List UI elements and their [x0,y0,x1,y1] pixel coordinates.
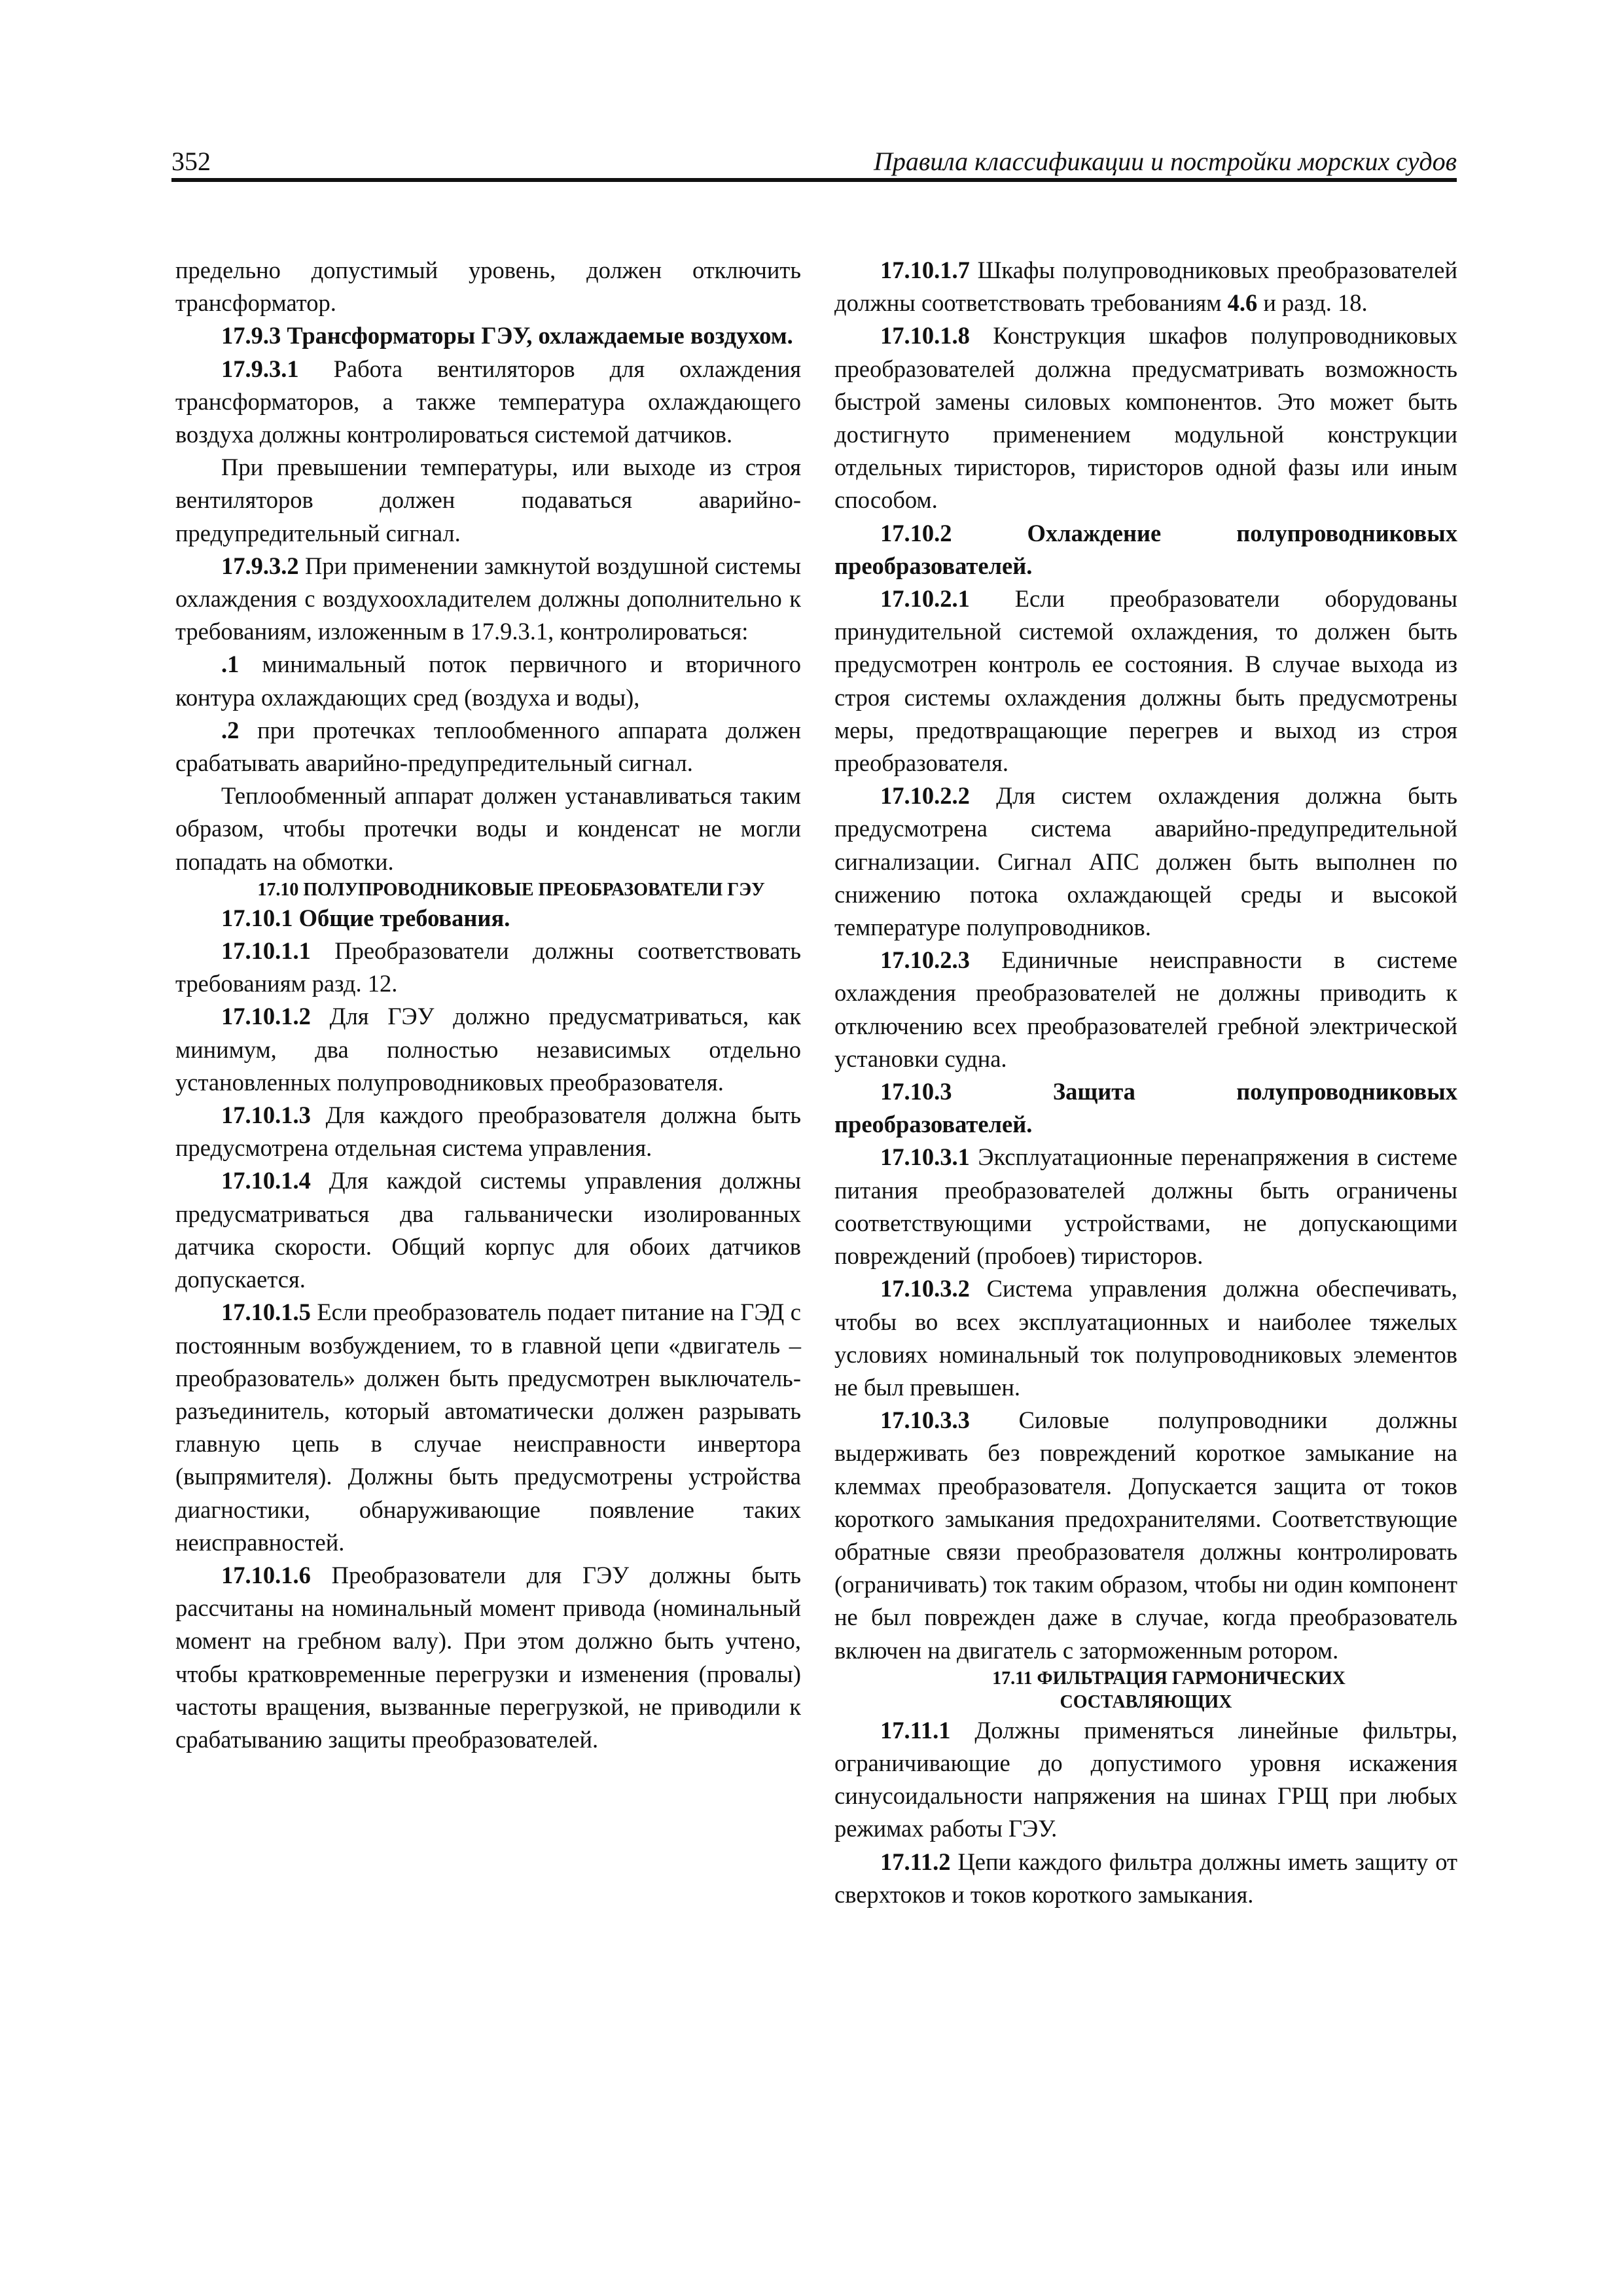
clause-text: Преобразователи для ГЭУ должны быть рассчитаны на номинальный момент привода (номинальный момент на гребном валу). При этом должно быть учтено, чтобы кратковременные перегрузки и изменения (провалы) частоты вращения, вызванные перегрузкой, не приводили к срабатыванию защиты преобразователей. [175,1561,802,1753]
clause-number: 17.10.2.2 [880,782,970,810]
clause-17-10-1-6 [175,1559,801,1756]
clause-text: Работа вентиляторов для охлаждения трансформаторов, а также температура охлаждающего воздуха должны контролироваться системой датчиков. [175,355,801,448]
clause-text: Если преобразователи оборудованы принудительной системой охлаждения, то должен быть предусмотрен контроль ее состояния. В случае выхода из строя системы охлаждения должны быть предусмотрены меры, предотвращающие перегрев и выход из строя преобразователя. [834,585,1458,777]
header-rule [171,178,1457,182]
section-heading-17-10-1 [175,902,801,935]
clause-text: Система управления должна обеспечивать, чтобы во всех эксплуатационных и наиболее тяжелых условиях номинальный ток полупроводниковых элементов не был превышен. [834,1275,1457,1401]
list-item-number: .2 [221,716,240,744]
clause-number: 17.10.1.5 [221,1299,311,1326]
clause-number: 17.10.1.7 [880,257,970,283]
left-column [175,254,801,1756]
chapter-heading-line: СОСТАВЛЯЮЩИХ [1060,1691,1232,1712]
chapter-heading-17-11 [834,1667,1457,1714]
page-number: 352 [171,147,211,176]
clause-text: Эксплуатационные перенапряжения в системе питания преобразователей должны быть ограничены соответствующими устройствами, не допускающими повреждений (пробоев) тиристоров. [834,1143,1458,1270]
section-number: 17.10.3 [880,1078,952,1105]
section-heading-17-10-2 [834,517,1457,583]
clause-number: 17.9.3.1 [221,355,299,382]
right-column [834,254,1457,1911]
list-item-text: минимальный поток первичного и вторичного контура охлаждающих сред (воздуха и воды), [175,651,802,711]
clause-17-10-1-7 [834,254,1457,319]
clause-text: Для каждого преобразователя должна быть предусмотрена отдельная система управления. [175,1102,802,1162]
section-number: 17.10.1 [221,904,293,931]
list-item-text: при протечках теплообменного аппарата должен срабатывать аварийно-предупредительный сигнал. [175,716,801,777]
paragraph: предельно допустимый уровень, должен отключить трансформатор. [175,257,801,317]
clause-number: 17.11.1 [880,1716,951,1744]
clause-number: 17.9.3.2 [221,552,299,579]
clause-reference: 4.6 [1227,289,1258,317]
clause-17-10-1-8 [834,319,1457,516]
clause-number: 17.10.1.3 [221,1102,311,1129]
list-item-2 [175,714,801,780]
section-number: 17.10.2 [880,519,952,547]
clause-17-10-2-2 [834,780,1457,944]
clause-text: и разд. 18. [1263,289,1368,317]
list-item-1 [175,648,801,713]
clause-text: При применении замкнутой воздушной системы охлаждения с воздухоохладителем должны дополнительно к требованиям, изложенным в 17.9.3.1, контролироваться: [175,552,801,645]
clause-number: 17.10.1.1 [221,937,311,965]
clause-number: 17.10.2.3 [880,946,970,974]
clause-text: Для ГЭУ должно предусматриваться, как минимум, два полностью независимых отдельно установленных полупроводниковых преобразователя. [175,1003,801,1096]
clause-number: 17.10.3.1 [880,1143,970,1171]
section-heading-17-10-3 [834,1075,1457,1141]
section-title: Защита полупроводниковых преобразователей. [834,1078,1457,1138]
chapter-heading-17-10: 17.10 ПОЛУПРОВОДНИКОВЫЕ ПРЕОБРАЗОВАТЕЛИ ГЭУ [257,879,765,900]
clause-number: 17.10.1.8 [880,322,970,350]
page-header [171,145,1457,182]
clause-17-10-2-1 [834,583,1457,780]
clause-17-11-1 [834,1714,1457,1846]
clause-17-10-1-2 [175,1000,801,1099]
paragraph: Теплообменный аппарат должен устанавливаться таким образом, чтобы протечки воды и конденсат не могли попадать на обмотки. [175,782,801,875]
clause-17-10-1-4 [175,1164,801,1296]
clause-number: 17.10.3.2 [880,1275,970,1302]
chapter-heading-line: 17.11 ФИЛЬТРАЦИЯ ГАРМОНИЧЕСКИХ [992,1668,1346,1689]
clause-17-10-1-3 [175,1099,801,1164]
clause-text: Конструкция шкафов полупроводниковых преобразователей должна предусматривать возможность быстрой замены силовых компонентов. Это может быть достигнуто применением модульной конструкции отдельных тиристоров, тиристоров одной фазы или иным способом. [834,322,1457,514]
clause-text: Для каждой системы управления должны предусматриваться два гальванически изолированных датчика скорости. Общий корпус для обоих датчиков допускается. [175,1167,802,1293]
running-title: Правила классификации и постройки морских судов [873,147,1457,176]
clause-text: Шкафы полупроводниковых преобразователей должны соответствовать требованиям [834,257,1458,317]
clause-17-9-3-1 [175,353,801,452]
clause-17-10-1-1 [175,935,801,1000]
clause-17-10-3-3 [834,1404,1457,1667]
section-title: Общие требования. [298,904,510,931]
clause-17-9-3-2 [175,550,801,649]
clause-number: 17.10.3.3 [880,1407,970,1434]
list-item-number: .1 [221,651,240,678]
clause-text: Если преобразователь подает питание на ГЭД с постоянным возбуждением, то в главной цепи «двигатель – преобразователь» должен быть предусмотрен выключатель-разъединитель, который автоматически должен разрывать главную цепь в случае неисправности инвертора (выпрямителя). Должны быть предусмотрены устройства диагностики, обнаруживающие появление таких неисправностей. [175,1299,801,1556]
clause-text: Цепи каждого фильтра должны иметь защиту от сверхтоков и токов короткого замыкания. [834,1848,1457,1908]
clause-number: 17.10.1.4 [221,1167,311,1194]
section-number: 17.9.3 [221,322,281,350]
clause-number: 17.10.1.6 [221,1561,311,1588]
clause-text: Должны применяться линейные фильтры, ограничивающие до допустимого уровня искажения синусоидальности напряжения на шинах ГРЩ при любых режимах работы ГЭУ. [834,1716,1457,1842]
clause-number: 17.10.2.1 [880,585,970,613]
paragraph: При превышении температуры, или выходе из строя вентиляторов должен подаваться аварийно-предупредительный сигнал. [175,454,801,547]
clause-17-10-2-3 [834,944,1457,1075]
clause-text: Для систем охлаждения должна быть предусмотрена система аварийно-предупредительной сигнализации. Сигнал АПС должен быть выполнен по снижению потока охлаждающей среды и высокой температуре полупроводников. [834,782,1457,941]
clause-17-10-3-2 [834,1272,1457,1404]
clause-17-10-1-5 [175,1296,801,1559]
clause-number: 17.11.2 [880,1848,951,1875]
clause-text: Силовые полупроводники должны выдерживать без повреждений короткое замыкание на клеммах преобразователя. Допускается защита от токов короткого замыкания предохранителями. Соответствующие обратные связи преобразователя должны контролировать (ограничивать) ток таким образом, чтобы ни один компонент не был поврежден даже в случае, когда преобразователь включен на двигатель с заторможенным ротором. [834,1407,1457,1664]
section-title: Охлаждение полупроводниковых преобразователей. [834,519,1457,579]
section-title: Трансформаторы ГЭУ, охлаждаемые воздухом. [287,322,793,350]
clause-text: Преобразователи должны соответствовать требованиям разд. 12. [175,937,801,997]
clause-number: 17.10.1.2 [221,1003,311,1030]
clause-17-10-3-1 [834,1141,1457,1272]
section-heading-17-9-3 [175,319,801,352]
clause-17-11-2 [834,1846,1457,1911]
clause-text: Единичные неисправности в системе охлаждения преобразователей не должны приводить к отключению всех преобразователей гребной электрической установки судна. [834,946,1457,1072]
